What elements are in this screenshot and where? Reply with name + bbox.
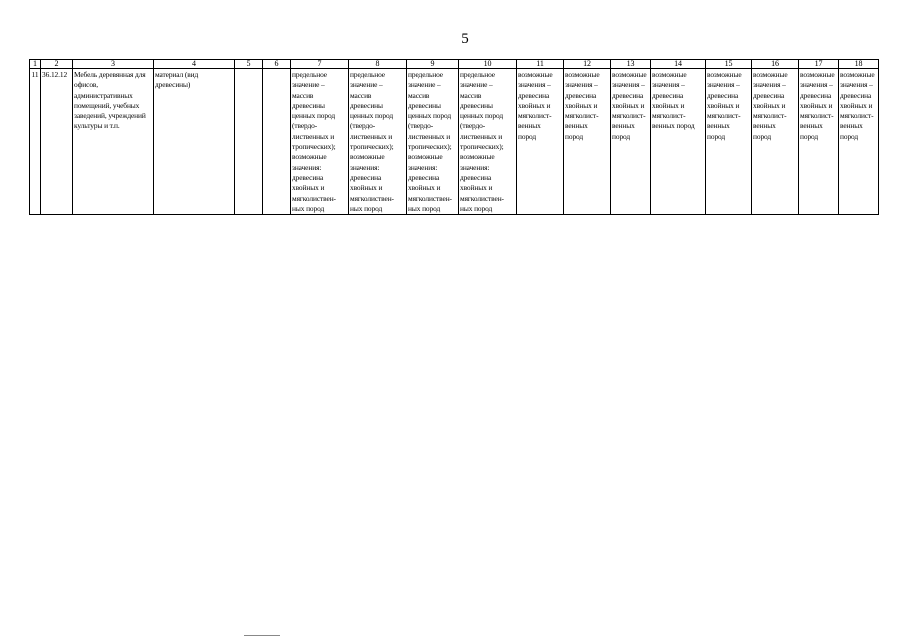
scan-mark: [244, 635, 280, 636]
column-number: 16: [752, 60, 799, 69]
column-number: 8: [349, 60, 407, 69]
value-cell: возможные значения – древесина хвойных и мягколист- венных пород: [564, 69, 611, 215]
column-number: 4: [154, 60, 235, 69]
table-row: [30, 69, 879, 215]
value-cell: предельное значение – массив древесины ценных пород (твердо- лиственных и тропических); возможные значения: древесина хвойных и мягколиствен- ных пород: [349, 69, 407, 215]
column-number: 10: [459, 60, 517, 69]
value-cell: возможные значения – древесина хвойных и мягколист- венных пород: [517, 69, 564, 215]
column-number: 18: [839, 60, 879, 69]
value-cell: предельное значение – массив древесины ценных пород (твердо- лиственных и тропических); возможные значения: древесина хвойных и мягколиствен- ных пород: [291, 69, 349, 215]
okpd-code-cell: 36.12.12: [41, 69, 73, 215]
column-number: 9: [407, 60, 459, 69]
value-cell: возможные значения – древесина хвойных и мягколист- венных пород: [706, 69, 752, 215]
column-number: 13: [611, 60, 651, 69]
value-cell: возможные значения – древесина хвойных и мягколист- венных пород: [752, 69, 799, 215]
column-number: 11: [517, 60, 564, 69]
empty-cell: [263, 69, 291, 215]
column-number: 3: [73, 60, 154, 69]
page-number: 5: [461, 31, 469, 47]
product-name-cell: Мебель деревянная для офисов, административных помещений, учебных заведений, учреждений культуры и т.п.: [73, 69, 154, 215]
value-cell: предельное значение – массив древесины ценных пород (твердо- лиственных и тропических); возможные значения: древесина хвойных и мягколиствен- ных пород: [407, 69, 459, 215]
column-number: 12: [564, 60, 611, 69]
row-number-cell: 11: [30, 69, 41, 215]
column-number: 7: [291, 60, 349, 69]
characteristic-cell: материал (вид древесины): [154, 69, 235, 215]
column-number: 6: [263, 60, 291, 69]
column-number: 14: [651, 60, 706, 69]
value-cell: возможные значения – древесина хвойных и мягколист- венных пород: [839, 69, 879, 215]
value-cell: возможные значения – древесина хвойных и мягколист- венных пород: [611, 69, 651, 215]
empty-cell: [235, 69, 263, 215]
column-number: 15: [706, 60, 752, 69]
value-cell: возможные значения – древесина хвойных и мягколист- венных пород: [651, 69, 706, 215]
column-number: 5: [235, 60, 263, 69]
table-header-row: [30, 60, 879, 69]
value-cell: возможные значения – древесина хвойных и мягколист- венных пород: [799, 69, 839, 215]
column-number: 1: [30, 60, 41, 69]
column-number: 2: [41, 60, 73, 69]
specification-table: [29, 59, 879, 215]
value-cell: предельное значение – массив древесины ценных пород (твердо- лиственных и тропических); возможные значения: древесина хвойных и мягколиствен- ных пород: [459, 69, 517, 215]
column-number: 17: [799, 60, 839, 69]
